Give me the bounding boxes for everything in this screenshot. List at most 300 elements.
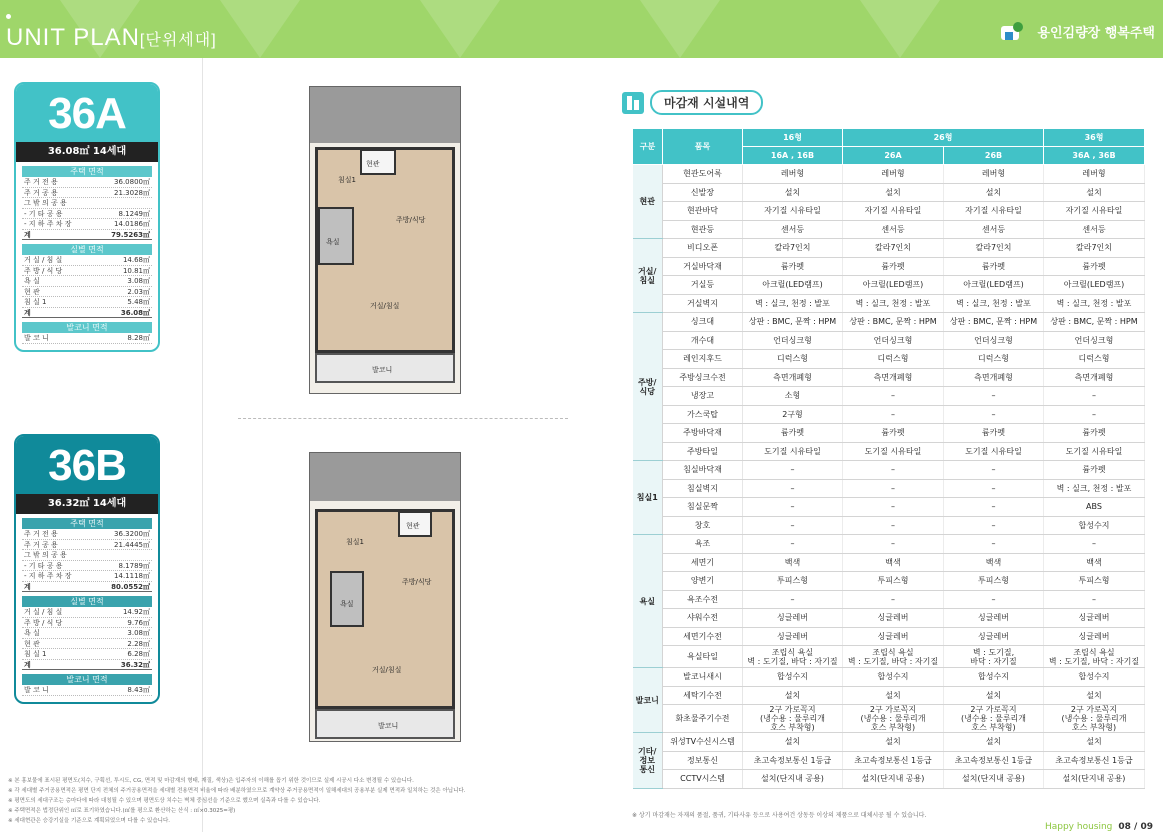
table-row: [633, 350, 1145, 369]
value-cell: 디럭스형: [743, 350, 843, 369]
unit-info-column: [0, 58, 202, 832]
area-label: 침 실 1: [24, 650, 47, 658]
floor-plan-36b: [309, 452, 461, 742]
area-value: 14.0186㎡: [114, 220, 150, 228]
value-cell: 디럭스형: [843, 350, 944, 369]
room-label: 현관: [406, 522, 420, 530]
unit-type: 36B: [16, 436, 158, 494]
area-value: 36.3200㎡: [114, 530, 150, 538]
value-cell: 조립식 욕실 벽 : 도기질, 바닥 : 자기질: [743, 646, 843, 668]
area-label: 주 거 전 용: [24, 178, 58, 186]
value-cell: 싱글레버: [843, 609, 944, 628]
area-value: 6.28㎡: [127, 650, 150, 658]
value-cell: 레버형: [743, 165, 843, 184]
value-cell: 도기질 시유타일: [944, 442, 1044, 461]
value-cell: 디럭스형: [1044, 350, 1145, 369]
area-value: 36.08㎡: [120, 308, 150, 317]
value-cell: –: [1044, 405, 1145, 424]
area-row: [22, 209, 152, 220]
value-cell: –: [743, 461, 843, 480]
value-cell: –: [1044, 535, 1145, 554]
item-cell: 욕실타일: [663, 646, 743, 668]
value-cell: 설치: [944, 183, 1044, 202]
area-row: [22, 230, 152, 241]
item-cell: 위성TV수신시스템: [663, 733, 743, 752]
area-label: 계: [24, 660, 31, 669]
table-row: [633, 590, 1145, 609]
item-cell: 세탁기수전: [663, 686, 743, 705]
area-label: 현 관: [24, 287, 40, 296]
value-cell: 벽 : 실크, 천정 : 발포: [1044, 294, 1145, 313]
value-cell: 도기질 시유타일: [843, 442, 944, 461]
value-cell: 설치: [944, 686, 1044, 705]
item-cell: 주방싱크수전: [663, 368, 743, 387]
table-row: [633, 609, 1145, 628]
value-cell: 2구 가로꼭지 (냉수용 : 물루리개 호스 부착형): [843, 705, 944, 733]
value-cell: 설치: [843, 686, 944, 705]
value-cell: 설치(단지내 공용): [1044, 770, 1145, 789]
finish-footnote: ※ 상기 마감재는 자재의 품절, 품귀, 기타사유 등으로 사용여건 상동등 이상의 제품으로 대체시공 될 수 있습니다.: [632, 812, 927, 819]
item-cell: 현관도어록: [663, 165, 743, 184]
area-value: 8.43㎡: [127, 686, 150, 694]
value-cell: –: [1044, 590, 1145, 609]
item-cell: 거실등: [663, 276, 743, 295]
table-row: [633, 627, 1145, 646]
footnote-line: ※ 평면도의 세대구조는 층마다에 따라 대칭될 수 있으며 평면도상 치수는 벽체 중심선을 기준으로 했으며 실측과 다를 수 있습니다.: [8, 798, 321, 804]
room-label: 침실1: [338, 176, 356, 184]
item-cell: 거실벽지: [663, 294, 743, 313]
value-cell: 합성수지: [743, 668, 843, 687]
value-cell: 벽 : 실크, 천정 : 발포: [743, 294, 843, 313]
area-value: 3.08㎡: [127, 629, 150, 637]
area-label: 거 실 / 침 실: [24, 256, 63, 264]
value-cell: 상판 : BMC, 문짝 : HPM: [1044, 313, 1145, 332]
area-label: 주 거 공 용: [24, 188, 58, 197]
area-section-header: 주택 면적: [22, 166, 152, 177]
room-label: 욕실: [340, 600, 354, 608]
area-section-header: 실별 면적: [22, 244, 152, 255]
value-cell: 디럭스형: [944, 350, 1044, 369]
value-cell: 륨카펫: [843, 424, 944, 443]
item-cell: 현관바닥: [663, 202, 743, 221]
value-cell: –: [843, 479, 944, 498]
unit-card-36a: [14, 82, 160, 352]
area-label: 계: [24, 582, 31, 591]
area-row: [22, 333, 152, 344]
value-cell: –: [944, 461, 1044, 480]
area-row: [22, 685, 152, 696]
category-cell: 발코니: [633, 668, 663, 733]
unit-area-count: 36.08㎡ 14세대: [16, 142, 158, 162]
item-cell: 레인지후드: [663, 350, 743, 369]
area-section: [22, 322, 152, 344]
table-row: [633, 516, 1145, 535]
value-cell: 언더싱크형: [843, 331, 944, 350]
value-cell: 륨카펫: [1044, 461, 1145, 480]
item-cell: 가스쿡탑: [663, 405, 743, 424]
card-padding: [16, 344, 158, 350]
value-cell: 측면개폐형: [1044, 368, 1145, 387]
table-row: [633, 202, 1145, 221]
value-cell: 도기질 시유타일: [743, 442, 843, 461]
value-cell: 싱글레버: [743, 627, 843, 646]
area-row: [22, 255, 152, 266]
value-cell: 센서등: [743, 220, 843, 239]
area-value: 8.28㎡: [127, 334, 150, 342]
item-cell: 욕조수전: [663, 590, 743, 609]
value-cell: 측면개폐형: [843, 368, 944, 387]
area-label: 그 밖 의 공 용: [24, 551, 67, 559]
header-type: 26B: [944, 147, 1044, 165]
area-row: [22, 177, 152, 188]
building-icon: [622, 92, 644, 114]
area-value: 79.5263㎡: [111, 230, 150, 239]
area-row: [22, 308, 152, 319]
value-cell: 2구 가로꼭지 (냉수용 : 물루리개 호스 부착형): [944, 705, 1044, 733]
value-cell: 레버형: [944, 165, 1044, 184]
value-cell: 륨카펫: [843, 257, 944, 276]
area-value: 5.48㎡: [127, 298, 150, 306]
value-cell: 투피스형: [1044, 572, 1145, 591]
area-section-header: 주택 면적: [22, 518, 152, 529]
value-cell: 설치: [743, 733, 843, 752]
value-cell: 칼라7인치: [743, 239, 843, 258]
item-cell: CCTV시스템: [663, 770, 743, 789]
table-row: [633, 294, 1145, 313]
value-cell: 설치(단지내 공용): [944, 770, 1044, 789]
area-label: 거 실 / 침 실: [24, 608, 63, 616]
value-cell: –: [743, 590, 843, 609]
value-cell: –: [944, 405, 1044, 424]
header-type: 26A: [843, 147, 944, 165]
header-type: 36A , 36B: [1044, 147, 1145, 165]
item-cell: 양변기: [663, 572, 743, 591]
area-label: 계: [24, 230, 31, 239]
item-cell: 정보통신: [663, 751, 743, 770]
value-cell: 칼라7인치: [843, 239, 944, 258]
table-row: [633, 239, 1145, 258]
section-divider: [238, 418, 568, 419]
area-row: [22, 571, 152, 582]
area-row: [22, 582, 152, 593]
value-cell: 설치: [743, 183, 843, 202]
page-number: Happy housing 08 / 09: [1044, 822, 1153, 832]
room-label: 주방/식당: [402, 578, 432, 586]
value-cell: 칼라7인치: [1044, 239, 1145, 258]
value-cell: –: [843, 405, 944, 424]
area-row: [22, 618, 152, 629]
table-row: [633, 770, 1145, 789]
value-cell: 설치: [1044, 733, 1145, 752]
room-label: 거실/침실: [370, 302, 400, 310]
value-cell: –: [944, 479, 1044, 498]
table-row: [633, 553, 1145, 572]
value-cell: 륨카펫: [1044, 257, 1145, 276]
value-cell: 싱글레버: [944, 609, 1044, 628]
value-cell: 설치: [1044, 686, 1145, 705]
value-cell: 아크릴(LED램프): [743, 276, 843, 295]
item-cell: 발코니새시: [663, 668, 743, 687]
value-cell: –: [743, 516, 843, 535]
table-row: [633, 572, 1145, 591]
corridor: [310, 453, 460, 501]
area-label: 주 거 공 용: [24, 540, 58, 549]
table-row: [633, 313, 1145, 332]
item-cell: 샤워수전: [663, 609, 743, 628]
table-row: [633, 276, 1145, 295]
value-cell: 투피스형: [843, 572, 944, 591]
value-cell: 초고속정보통신 1등급: [843, 751, 944, 770]
value-cell: –: [843, 516, 944, 535]
value-cell: –: [743, 535, 843, 554]
table-row: [633, 331, 1145, 350]
value-cell: 륨카펫: [1044, 424, 1145, 443]
value-cell: 센서등: [843, 220, 944, 239]
area-label: 그 밖 의 공 용: [24, 199, 67, 207]
header-group: 구분: [633, 129, 663, 165]
value-cell: 자기질 시유타일: [944, 202, 1044, 221]
value-cell: 측면개폐형: [743, 368, 843, 387]
area-label: - 기 타 공 용: [24, 209, 63, 218]
area-label: - 지 하 주 차 장: [24, 220, 72, 228]
area-section: [22, 674, 152, 696]
item-cell: 주방바닥재: [663, 424, 743, 443]
value-cell: 칼라7인치: [944, 239, 1044, 258]
finish-table: [632, 128, 1145, 789]
table-row: [633, 183, 1145, 202]
value-cell: 아크릴(LED램프): [1044, 276, 1145, 295]
area-row: [22, 649, 152, 660]
item-cell: 침실문짝: [663, 498, 743, 517]
room-label: 거실/침실: [372, 666, 402, 674]
area-value: 2.28㎡: [127, 639, 150, 648]
area-label: 현 관: [24, 639, 40, 648]
table-row: [633, 220, 1145, 239]
value-cell: 설치(단지내 공용): [843, 770, 944, 789]
item-cell: 개수대: [663, 331, 743, 350]
area-row: [22, 297, 152, 308]
value-cell: –: [944, 498, 1044, 517]
item-cell: 주방타일: [663, 442, 743, 461]
value-cell: –: [843, 387, 944, 406]
value-cell: 상판 : BMC, 문짝 : HPM: [944, 313, 1044, 332]
table-row: [633, 257, 1145, 276]
area-label: 침 실 1: [24, 298, 47, 306]
value-cell: 상판 : BMC, 문짝 : HPM: [743, 313, 843, 332]
item-cell: 거실바닥재: [663, 257, 743, 276]
value-cell: 싱글레버: [843, 627, 944, 646]
area-row: [22, 529, 152, 540]
unit-type: 36A: [16, 84, 158, 142]
value-cell: –: [843, 498, 944, 517]
area-section: [22, 166, 152, 240]
area-value: 36.0800㎡: [114, 178, 150, 186]
value-cell: 아크릴(LED램프): [843, 276, 944, 295]
value-cell: 투피스형: [743, 572, 843, 591]
item-cell: 창호: [663, 516, 743, 535]
unit-card-36b: [14, 434, 160, 704]
area-row: [22, 276, 152, 287]
value-cell: 초고속정보통신 1등급: [944, 751, 1044, 770]
area-label: 계: [24, 308, 31, 317]
area-row: [22, 561, 152, 572]
finish-section-title: 마감재 시설내역: [622, 90, 763, 115]
area-value: 8.1789㎡: [118, 561, 150, 570]
footnotes: [8, 776, 568, 826]
area-value: 8.1249㎡: [118, 209, 150, 218]
area-value: 36.32㎡: [120, 660, 150, 669]
logo-icon: [999, 20, 1033, 42]
value-cell: 2구 가로꼭지 (냉수용 : 물루리개 호스 부착형): [1044, 705, 1145, 733]
value-cell: 아크릴(LED램프): [944, 276, 1044, 295]
value-cell: 륨카펫: [743, 424, 843, 443]
area-section: [22, 596, 152, 670]
value-cell: 조립식 욕실 벽 : 도기질, 바닥 : 자기질: [843, 646, 944, 668]
value-cell: 벽 : 도기질, 바닥 : 자기질: [944, 646, 1044, 668]
value-cell: 합성수지: [843, 668, 944, 687]
area-label: 발 코 니: [24, 686, 49, 694]
area-value: 80.0552㎡: [111, 582, 150, 591]
value-cell: 설치(단지내 공용): [743, 770, 843, 789]
table-header-row: [633, 129, 1145, 147]
value-cell: 합성수지: [944, 668, 1044, 687]
area-section: [22, 244, 152, 318]
value-cell: –: [1044, 387, 1145, 406]
category-cell: 주방/ 식당: [633, 313, 663, 461]
header-size: 26형: [843, 129, 1044, 147]
unit-area-count: 36.32㎡ 14세대: [16, 494, 158, 514]
value-cell: 합성수지: [1044, 668, 1145, 687]
table-row: [633, 535, 1145, 554]
table-row: [633, 479, 1145, 498]
value-cell: 도기질 시유타일: [1044, 442, 1145, 461]
category-cell: 욕실: [633, 535, 663, 668]
value-cell: 백색: [1044, 553, 1145, 572]
area-row: [22, 188, 152, 199]
area-value: 10.81㎡: [122, 266, 150, 275]
header-item: 품목: [663, 129, 743, 165]
room-label: 발코니: [378, 722, 399, 730]
value-cell: 합성수지: [1044, 516, 1145, 535]
value-cell: 2구형: [743, 405, 843, 424]
value-cell: 초고속정보통신 1등급: [1044, 751, 1145, 770]
value-cell: 소형: [743, 387, 843, 406]
value-cell: 투피스형: [944, 572, 1044, 591]
value-cell: –: [743, 479, 843, 498]
table-row: [633, 705, 1145, 733]
value-cell: 싱글레버: [743, 609, 843, 628]
value-cell: 언더싱크형: [1044, 331, 1145, 350]
item-cell: 현관등: [663, 220, 743, 239]
brand-logo: 용인김량장 행복주택: [999, 20, 1155, 42]
area-label: 욕 실: [24, 277, 40, 285]
table-row: [633, 733, 1145, 752]
table-row: [633, 646, 1145, 668]
header-type: 16A , 16B: [743, 147, 843, 165]
table-row: [633, 751, 1145, 770]
area-row: [22, 287, 152, 298]
table-row: [633, 165, 1145, 184]
area-value: 3.08㎡: [127, 277, 150, 285]
value-cell: 싱글레버: [1044, 609, 1145, 628]
value-cell: 설치: [843, 733, 944, 752]
table-row: [633, 461, 1145, 480]
card-padding: [16, 696, 158, 702]
value-cell: 2구 가로꼭지 (냉수용 : 물루리개 호스 부착형): [743, 705, 843, 733]
area-row: [22, 198, 152, 209]
area-row: [22, 628, 152, 639]
area-row: [22, 660, 152, 671]
area-value: 21.3028㎡: [114, 188, 150, 197]
area-row: [22, 550, 152, 561]
item-cell: 화초물주기수전: [663, 705, 743, 733]
area-value: 9.76㎡: [127, 618, 150, 627]
footnote-line: ※ 주택면적은 법정단위인 ㎡로 표기하였습니다.(㎡를 평으로 환산하는 산식 : ㎡×0.3025=평): [8, 808, 236, 814]
value-cell: 설치: [944, 733, 1044, 752]
area-section-header: 발코니 면적: [22, 674, 152, 685]
footnote-line: ※ 본 홍보물에 표시된 평면도(치수, 구획선, 투시도, CG, 면적 및 마감재의 형태, 재질, 색상)은 입주자의 이해를 돕기 위한 것이므로 실제 시공시 다소 변경될 수 있습니다.: [8, 778, 414, 784]
table-row: [633, 498, 1145, 517]
value-cell: 초고속정보통신 1등급: [743, 751, 843, 770]
area-section-header: 발코니 면적: [22, 322, 152, 333]
area-row: [22, 266, 152, 277]
value-cell: –: [843, 535, 944, 554]
room-label: 욕실: [326, 238, 340, 246]
area-section: [22, 518, 152, 592]
value-cell: 조립식 욕실 벽 : 도기질, 바닥 : 자기질: [1044, 646, 1145, 668]
category-cell: 기타/ 정보 통신: [633, 733, 663, 789]
area-value: 14.68㎡: [122, 256, 150, 264]
table-row: [633, 424, 1145, 443]
room-label: 발코니: [372, 366, 393, 374]
room-label: 주방/식당: [396, 216, 426, 224]
value-cell: 레버형: [1044, 165, 1145, 184]
area-value: 21.4445㎡: [114, 540, 150, 549]
value-cell: –: [944, 590, 1044, 609]
area-label: - 기 타 공 용: [24, 561, 63, 570]
value-cell: 상판 : BMC, 문짝 : HPM: [843, 313, 944, 332]
header-size: 16형: [743, 129, 843, 147]
value-cell: 센서등: [1044, 220, 1145, 239]
value-cell: 자기질 시유타일: [743, 202, 843, 221]
area-row: [22, 219, 152, 230]
table-row: [633, 368, 1145, 387]
value-cell: 륨카펫: [944, 257, 1044, 276]
value-cell: 자기질 시유타일: [843, 202, 944, 221]
value-cell: 센서등: [944, 220, 1044, 239]
category-cell: 침실1: [633, 461, 663, 535]
floor-plan-36a: [309, 86, 461, 394]
value-cell: 설치: [743, 686, 843, 705]
area-label: 욕 실: [24, 629, 40, 637]
value-cell: 륨카펫: [944, 424, 1044, 443]
value-cell: 언더싱크형: [944, 331, 1044, 350]
category-cell: 현관: [633, 165, 663, 239]
value-cell: 백색: [743, 553, 843, 572]
value-cell: 륨카펫: [743, 257, 843, 276]
room-label: 침실1: [346, 538, 364, 546]
value-cell: 측면개폐형: [944, 368, 1044, 387]
column-divider: [202, 58, 203, 832]
page-title: UNIT PLAN[단위세대]: [6, 24, 217, 52]
table-row: [633, 387, 1145, 406]
area-value: 2.03㎡: [127, 287, 150, 296]
item-cell: 욕조: [663, 535, 743, 554]
value-cell: 레버형: [843, 165, 944, 184]
item-cell: 침실바닥재: [663, 461, 743, 480]
value-cell: –: [843, 590, 944, 609]
corridor: [310, 87, 460, 143]
